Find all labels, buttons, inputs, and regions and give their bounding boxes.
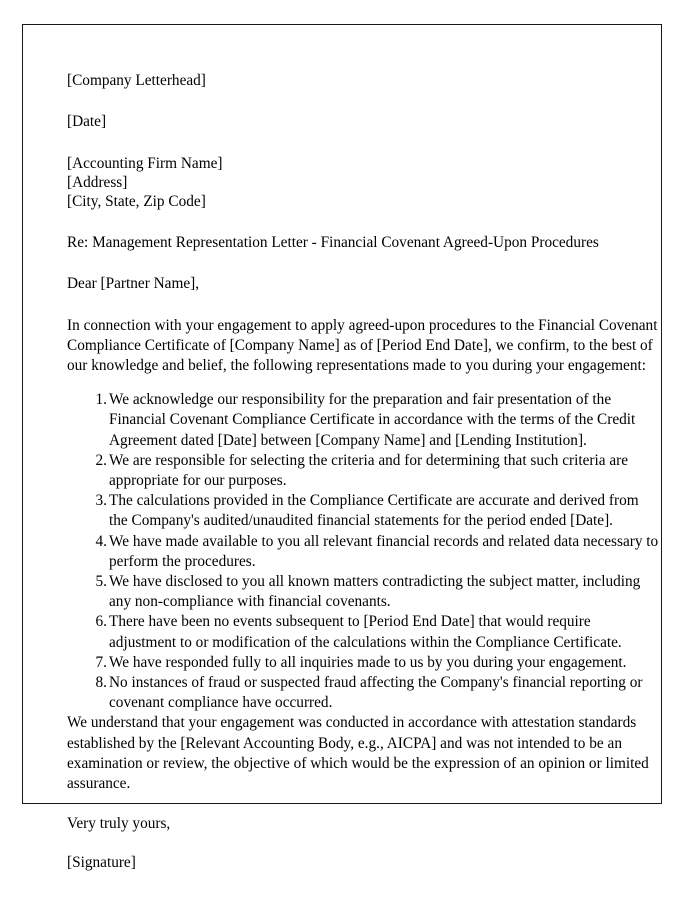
subject-line: Re: Management Representation Letter - Financial Covenant Agreed-Upon Procedures [67,234,599,252]
letter-date: [Date] [67,113,107,131]
representation-item: The calculations provided in the Compliance Certificate are accurate and derived from the Company's audited/unaudited financial statements for the period ended [Date]. [109,492,639,530]
representation-item: We are responsible for selecting the criteria and for determining that such criteria are appropriate for our purposes. [109,451,629,490]
letter-content [67,71,661,874]
recipient-firm-name: [Accounting Firm Name] [67,155,223,173]
representation-item: We have disclosed to you all known matters contradicting the subject matter, including any non-compliance with financial covenants. [109,573,641,611]
recipient-city-state-zip: [City, State, Zip Code] [67,192,206,210]
introduction-paragraph: In connection with your engagement to apply agreed-upon procedures to the Financial Covenant Compliance Certificate of [Company Name] as of [Period End Date], we confirm, to the best of our knowledge and belief, the following representations made to you during your engagement: [67,316,658,374]
representation-item: There have been no events subsequent to [Period End Date] that would require adjustment to or modification of the calculations within the Compliance Certificate. [109,613,622,651]
sign-off: Very truly yours, [67,815,171,833]
company-letterhead: [Company Letterhead] [67,72,206,89]
signature-placeholder: [Signature] [67,854,136,872]
salutation: Dear [Partner Name], [67,275,200,293]
representations-list [67,390,661,713]
recipient-street-address: [Address] [67,174,128,191]
representation-item: No instances of fraud or suspected fraud affecting the Company's financial reporting or covenant compliance have occurred. [109,674,643,712]
document-page [22,24,662,872]
representation-item: We have responded fully to all inquiries made to us by you during your engagement. [109,653,627,671]
closing-paragraph: We understand that your engagement was conducted in accordance with attestation standards established by the [Relevant Accounting Body, e.g., AICPA] and was not intended to be an examination or review, the objective of which would be the expression of an opinion or limited assurance. [67,714,649,793]
representation-item: We acknowledge our responsibility for the preparation and fair presentation of the Financial Covenant Compliance Certificate in accordance with the terms of the Credit Agreement dated [Date] between [Company Name] and [Lending Institution]. [109,391,636,449]
recipient-address-block [67,155,661,211]
representation-item: We have made available to you all relevant financial records and related data necessary to perform the procedures. [109,532,659,570]
